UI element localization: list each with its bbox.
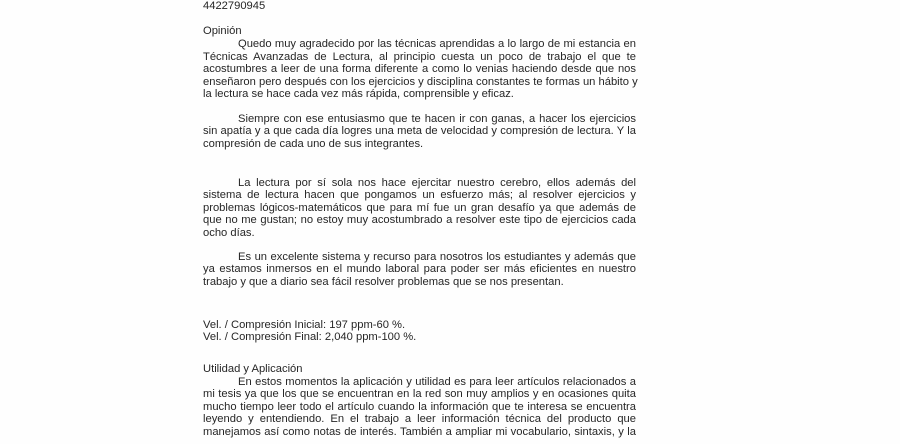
opinion-p2-line-1: Siempre con ese entusiasmo que te hacen ir con ganas, a hacer los ejercicios bbox=[238, 112, 636, 125]
opinion-p2-line-2: sin apatía y a que cada día logres una meta de velocidad y compresión de lectura. Y la bbox=[203, 125, 636, 137]
phone-number: 4422790945 bbox=[203, 0, 266, 12]
opinion-p3-line-2: sistema de lectura hacen que pongamos un esfuerzo más; al resolver ejercicios y bbox=[203, 189, 636, 201]
opinion-p1-line-2: Técnicas Avanzadas de Lectura, al principio cuesta un poco de trabajo el que te bbox=[203, 50, 636, 63]
opinion-p4-line-3: trabajo y que a diario sea fácil resolver problemas que se nos presentan. bbox=[203, 275, 564, 288]
opinion-p1-line-3: acostumbres a leer de una forma diferente a como lo venias haciendo desde que nos bbox=[203, 63, 636, 75]
opinion-heading: Opinión bbox=[203, 25, 242, 37]
utility-p1-line-4: leyendo y entendiendo. En el trabajo a leer información técnica del producto que bbox=[203, 413, 636, 425]
utility-p1-line-3: mucho tiempo leer todo el artículo cuando la información que te interesa se encuentra bbox=[203, 400, 636, 413]
opinion-p3-line-1: La lectura por sí sola nos hace ejercitar nuestro cerebro, ellos además del bbox=[238, 176, 636, 189]
utility-p1-line-5: manejamos así como notas de interés. También a ampliar mi vocabulario, sintaxis, y la bbox=[203, 425, 636, 438]
opinion-p1-line-5: la lectura se hace cada vez más rápida, comprensible y eficaz. bbox=[203, 88, 514, 100]
utility-p1-line-2: mi tesis ya que los que se encuentran en la red son muy amplios y en ocasiones quita bbox=[203, 388, 636, 400]
opinion-p4-line-2: ya estamos inmersos en el mundo laboral para poder ser más eficientes en nuestro bbox=[203, 263, 636, 275]
opinion-p3-line-4: que no me gustan; no estoy muy acostumbrado a resolver este tipo de ejercicios cada bbox=[203, 214, 636, 226]
opinion-p3-line-3: problemas lógicos-matemáticos que para mí fue un gran desafío ya que además de bbox=[203, 201, 636, 214]
opinion-p4-line-1: Es un excelente sistema y recurso para nosotros los estudiantes y además que bbox=[238, 250, 636, 263]
opinion-p2-line-3: compresión de cada uno de sus integrantes. bbox=[203, 137, 424, 150]
utility-p1-line-1: En estos momentos la aplicación y utilidad es para leer artículos relacionados a bbox=[238, 375, 636, 388]
opinion-p1-line-4: enseñaron pero después con los ejercicios y disciplina constantes te formas un hábito y bbox=[203, 75, 638, 88]
opinion-p3-line-5: ocho días. bbox=[203, 226, 255, 239]
speed-comprehension-final: Vel. / Compresión Final: 2,040 ppm-100 %. bbox=[203, 331, 417, 343]
opinion-p1-line-1: Quedo muy agradecido por las técnicas aprendidas a lo largo de mi estancia en bbox=[238, 38, 636, 50]
speed-comprehension-initial: Vel. / Compresión Inicial: 197 ppm-60 %. bbox=[203, 319, 406, 331]
utility-heading: Utilidad y Aplicación bbox=[203, 363, 303, 375]
